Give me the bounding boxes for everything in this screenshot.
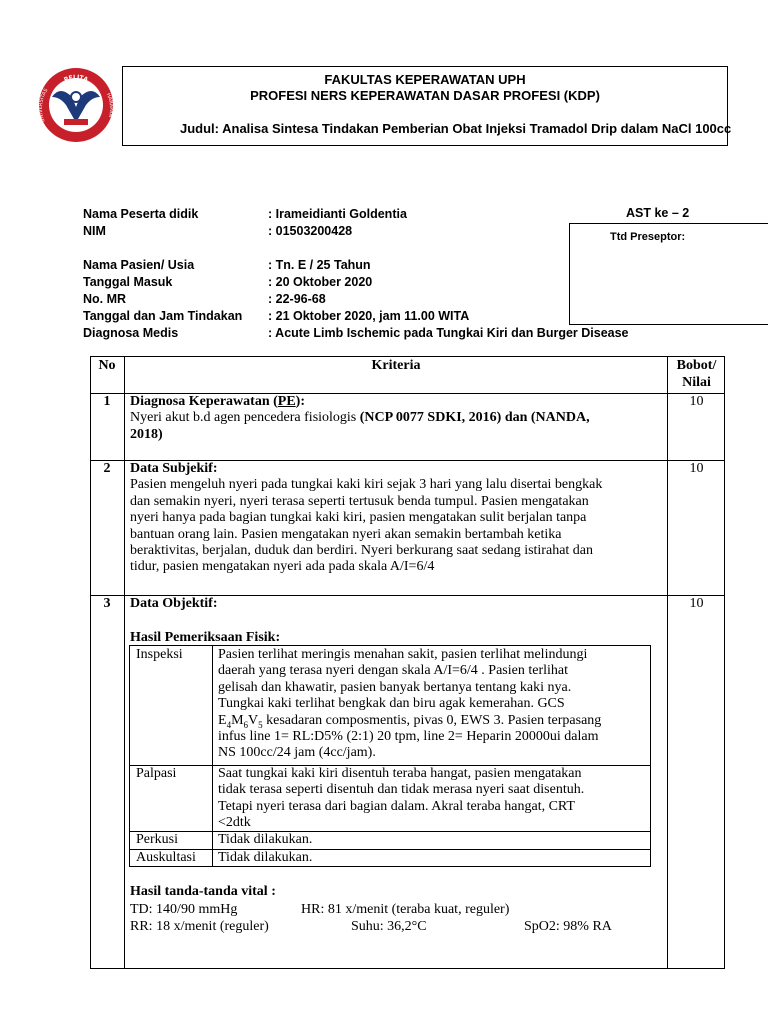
row-1-score: 10 xyxy=(689,394,704,409)
mr-label: No. MR xyxy=(83,292,127,306)
exam-inspeksi-line: gelisah dan khawatir, pasien banyak bertanya tentang kaki nya. xyxy=(218,679,572,695)
exam-palpasi-value xyxy=(218,766,646,832)
exam-inspeksi-label: Inspeksi xyxy=(136,647,183,662)
row-1-diagnosis-text: Nyeri akut b.d agen pencedera fisiologis xyxy=(130,410,360,426)
document-header xyxy=(122,66,732,146)
row-1-title-suffix: ): xyxy=(295,394,305,409)
gcs-e-score: 4 xyxy=(226,719,232,730)
exam-inspeksi-gcs-line xyxy=(218,713,646,729)
ast-number: AST ke – 2 xyxy=(626,206,690,220)
gcs-v-score: 5 xyxy=(258,719,263,730)
row-1-title-prefix: Diagnosa Keperawatan ( xyxy=(130,394,278,409)
column-header-score-1: Bobot/ xyxy=(676,358,717,373)
program-name: PROFESI NERS KEPERAWATAN DASAR PROFESI (KDP) xyxy=(250,88,600,103)
action-datetime-label: Tanggal dan Jam Tindakan xyxy=(83,309,243,323)
gcs-m: M xyxy=(231,712,244,728)
column-header-no: No xyxy=(98,358,116,373)
gcs-rest: kesadaran composmentis, pivas 0, EWS 3. Pasien terpasang xyxy=(262,712,602,728)
diagnosis-value: : Acute Limb Ischemic pada Tungkai Kiri dan Burger Disease xyxy=(268,326,629,340)
row-1-number: 1 xyxy=(103,394,111,409)
physical-exam-table xyxy=(129,645,651,867)
exam-palpasi-line: Saat tungkai kaki kiri disentuh teraba hangat, pasien mengatakan xyxy=(218,766,582,781)
admit-date-label: Tanggal Masuk xyxy=(83,275,173,289)
vital-hr: HR: 81 x/menit (teraba kuat, reguler) xyxy=(301,902,510,917)
row-1-diagnosis-source-2: 2018) xyxy=(130,426,163,442)
action-datetime-value: : 21 Oktober 2020, jam 11.00 WITA xyxy=(268,309,470,323)
exam-inspeksi-value xyxy=(218,647,646,762)
document-title: Judul: Analisa Sintesa Tindakan Pemberian Obat Injeksi Tramadol Drip dalam NaCl 100cc xyxy=(180,121,732,136)
exam-inspeksi-line: NS 100cc/24 jam (4cc/jam). xyxy=(218,745,376,761)
vital-rr: RR: 18 x/menit (reguler) xyxy=(130,919,269,934)
mr-value: : 22-96-68 xyxy=(268,292,326,306)
row-2-content xyxy=(130,461,665,576)
logo-text-right: HARAPAN xyxy=(104,92,114,118)
exam-palpasi-line: <2dtk xyxy=(218,815,251,831)
patient-label: Nama Pasien/ Usia xyxy=(83,258,195,272)
vital-td: TD: 140/90 mmHg xyxy=(130,902,238,917)
logo-text-top: PELITA xyxy=(62,73,90,84)
faculty-name: FAKULTAS KEPERAWATAN UPH xyxy=(324,72,526,87)
row-3-score: 10 xyxy=(689,596,704,611)
row-2-line: nyeri hanya pada bagian tungkai kaki kiri, pasien mengatakan sulit berjalan tanpa xyxy=(130,510,587,526)
exam-inspeksi-line: Tungkai kaki terlihat bengkak dan biru agak kemerahan. GCS xyxy=(218,696,565,712)
row-2-line: Pasien mengeluh nyeri pada tungkai kaki kiri sejak 3 hari yang lalu disertai bengkak xyxy=(130,477,603,493)
vital-temperature: Suhu: 36,2°C xyxy=(351,919,427,934)
row-2-title: Data Subjekif: xyxy=(130,461,218,476)
logo-text-left: UNIVERSITAS xyxy=(38,87,50,123)
nim-label: NIM xyxy=(83,224,106,238)
student-value: : Irameidianti Goldentia xyxy=(268,207,407,221)
admit-date-value: : 20 Oktober 2020 xyxy=(268,275,373,289)
diagnosis-label: Diagnosa Medis xyxy=(83,326,179,340)
university-logo xyxy=(38,67,114,143)
exam-perkusi-label: Perkusi xyxy=(136,832,178,847)
gcs-v: V xyxy=(248,712,259,728)
exam-palpasi-line: tidak terasa seperti disentuh dan tidak merasa nyeri saat disentuh. xyxy=(218,782,585,798)
row-3-title: Data Objektif: xyxy=(130,596,218,611)
row-1-diagnosis-source: (NCP 0077 SDKI, 2016) dan (NANDA, xyxy=(359,410,590,426)
row-1-content xyxy=(130,394,662,443)
patient-value: : Tn. E / 25 Tahun xyxy=(268,258,371,272)
row-2-line: bantuan orang lain. Pasien mengatakan nyeri akan semakin bertambah ketika xyxy=(130,526,562,542)
vitals-title: Hasil tanda-tanda vital : xyxy=(130,884,276,899)
exam-auskultasi-label: Auskultasi xyxy=(136,850,196,865)
row-2-score: 10 xyxy=(689,461,704,476)
preceptor-signature-label: Ttd Preseptor: xyxy=(610,231,686,243)
exam-title: Hasil Pemeriksaan Fisik: xyxy=(130,630,281,645)
column-header-score-2: Nilai xyxy=(682,375,711,390)
row-2-line: dan semakin nyeri, nyeri terasa seperti tertusuk benda tumpul. Pasien mengatakan xyxy=(130,493,589,509)
exam-auskultasi-value: Tidak dilakukan. xyxy=(218,850,313,865)
exam-inspeksi-line: infus line 1= RL:D5% (2:1) 20 tpm, line 2= Heparin 20000ui dalam xyxy=(218,729,599,745)
row-3-number: 3 xyxy=(103,596,111,611)
gcs-m-score: 6 xyxy=(243,719,249,730)
vital-spo2: SpO2: 98% RA xyxy=(524,919,612,934)
nim-value: : 01503200428 xyxy=(268,224,353,238)
exam-inspeksi-line: Pasien terlihat meringis menahan sakit, pasien terlihat melindungi xyxy=(218,647,588,662)
exam-palpasi-label: Palpasi xyxy=(136,766,177,781)
exam-palpasi-line: Tetapi nyeri terasa dari bagian dalam. Akral teraba hangat, CRT xyxy=(218,798,575,814)
row-2-line: tidur, pasien mengatakan nyeri ada pada skala A/I=6/4 xyxy=(130,559,435,575)
row-2-number: 2 xyxy=(103,461,111,476)
row-1-title-pe: PE xyxy=(277,394,296,409)
column-header-criteria: Kriteria xyxy=(371,358,421,373)
student-label: Nama Peserta didik xyxy=(83,207,199,221)
row-2-line: beraktivitas, berjalan, duduk dan berdiri. Nyeri berkurang saat sedang istirahat dan xyxy=(130,543,594,559)
exam-inspeksi-line: daerah yang terasa nyeri dengan skala A/I=6/4 . Pasien terlihat xyxy=(218,663,568,679)
preceptor-signature-box xyxy=(569,223,768,325)
gcs-e: E xyxy=(218,712,227,728)
exam-perkusi-value: Tidak dilakukan. xyxy=(218,832,313,847)
